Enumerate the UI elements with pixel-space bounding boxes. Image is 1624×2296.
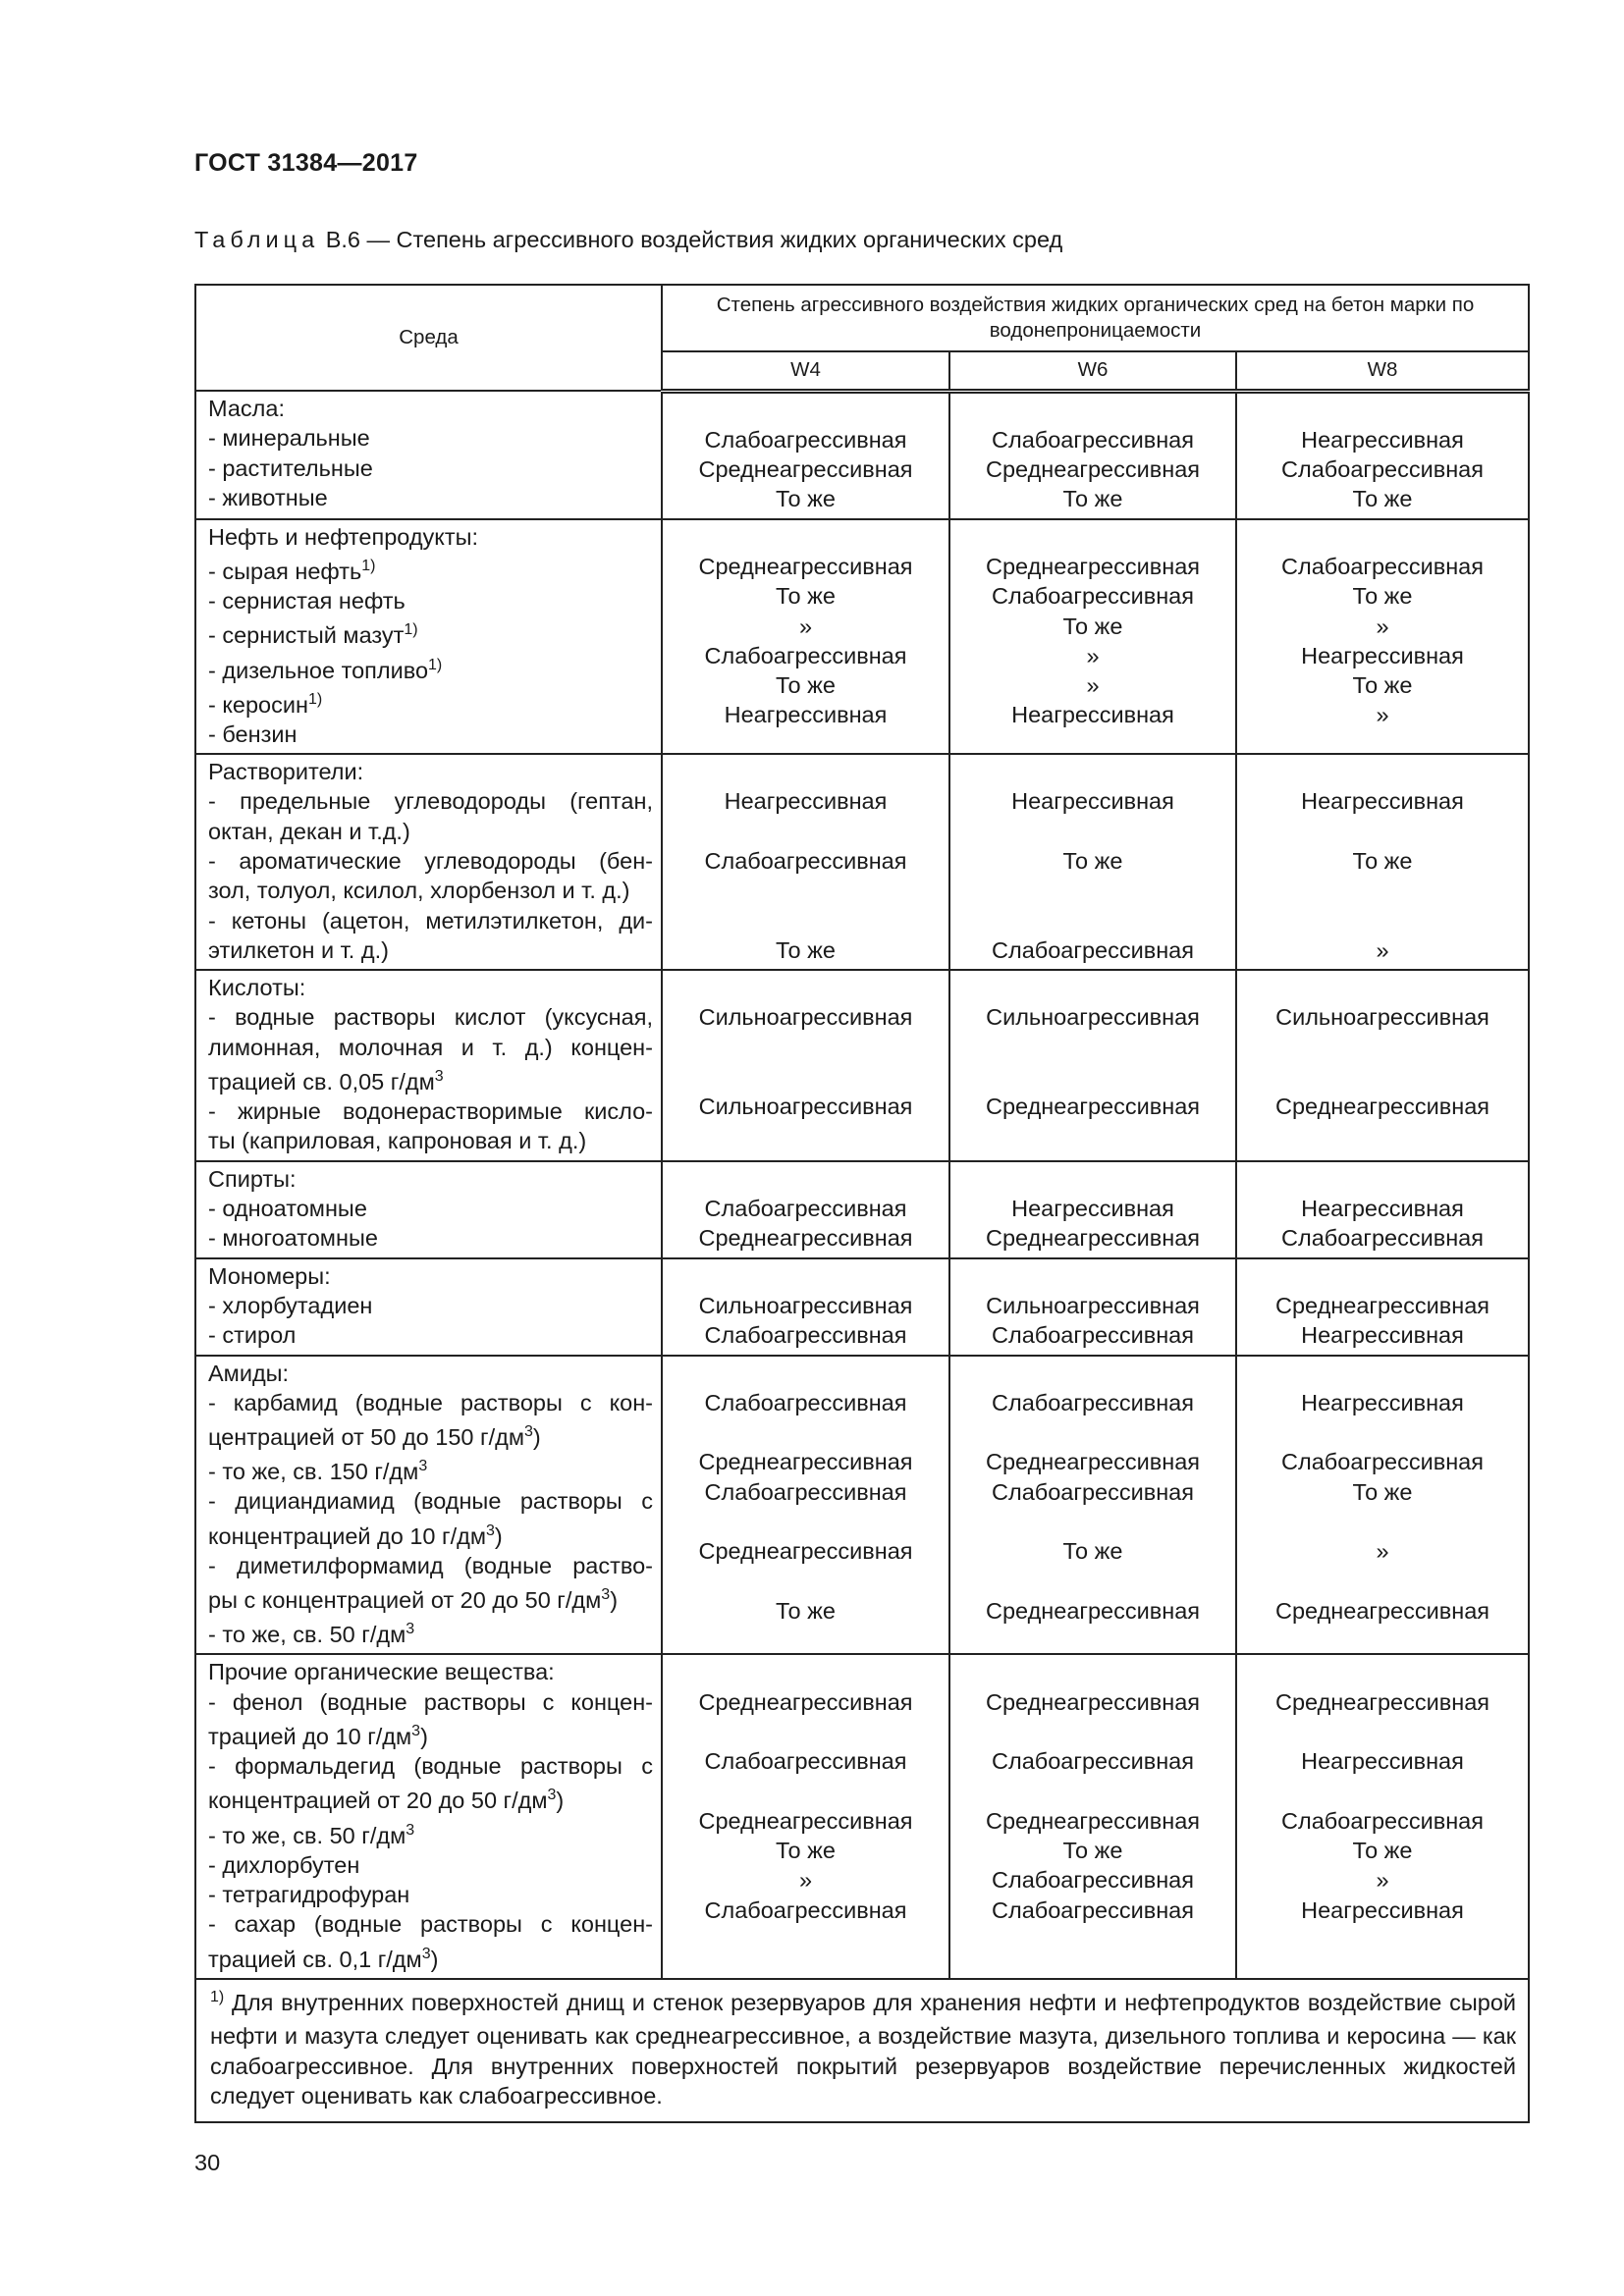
- group-row: [195, 1161, 1529, 1258]
- unit-exponent: 3: [421, 1945, 431, 1962]
- value-cell-w6: [949, 754, 1236, 970]
- value-cell-w4: [662, 970, 949, 1161]
- environment-line: - карбамид (водные растворы с кон-: [208, 1389, 653, 1415]
- spacer-line: [954, 1122, 1231, 1151]
- environment-line: - сернистый мазут$^{1)}$: [208, 621, 418, 649]
- aggressiveness-value: То же: [1352, 583, 1413, 610]
- spacer-line: [1241, 1777, 1524, 1806]
- environment-cell: [195, 1654, 662, 1978]
- value-cell-w8: [1236, 754, 1529, 970]
- table-body: [195, 391, 1529, 1979]
- environment-line: - хлорбутадиен: [208, 1292, 373, 1318]
- aggressiveness-value: Слабоагрессивная: [704, 1478, 907, 1505]
- aggressiveness-value: Среднеагрессивная: [698, 1449, 913, 1475]
- spacer-line: [1241, 1359, 1524, 1388]
- document-code: ГОСТ 31384—2017: [194, 149, 418, 177]
- aggressiveness-value: То же: [1062, 1838, 1123, 1864]
- spacer-line: [954, 522, 1231, 552]
- environment-line: - растительные: [208, 454, 373, 481]
- group-name: Амиды:: [208, 1360, 290, 1386]
- table-footnote: [195, 1979, 1529, 2122]
- environment-cell: [195, 754, 662, 970]
- spacer-line: [954, 1033, 1231, 1062]
- header-w8: W8: [1236, 351, 1529, 391]
- environment-line: концентрацией до 10 $г/дм^3$): [208, 1522, 503, 1549]
- value-cell-w4: [662, 1654, 949, 1978]
- spacer-line: [954, 1777, 1231, 1806]
- spacer-line: [1241, 1261, 1524, 1291]
- value-cell-w6: [949, 1161, 1236, 1258]
- aggressiveness-value: »: [1376, 702, 1389, 728]
- unit-exponent: 3: [406, 1821, 415, 1839]
- spacer-line: [1241, 1062, 1524, 1092]
- spacer-line: [667, 906, 945, 935]
- aggressiveness-value: Среднеагрессивная: [698, 553, 913, 579]
- unit-exponent: 3: [411, 1722, 421, 1739]
- aggressiveness-value: Слабоагрессивная: [1281, 1807, 1484, 1834]
- aggressiveness-value: Неагрессивная: [1301, 1389, 1464, 1415]
- spacer-line: [667, 817, 945, 846]
- environment-line: - бензин: [208, 721, 298, 747]
- spacer-line: [1241, 1925, 1524, 1954]
- environment-line: трацией св. 0,05 $г/дм^3$: [208, 1068, 444, 1095]
- aggressiveness-value: Слабоагрессивная: [704, 1322, 907, 1349]
- aggressiveness-value: Слабоагрессивная: [704, 642, 907, 668]
- spacer-line: [667, 522, 945, 552]
- aggressiveness-value: Сильноагрессивная: [698, 1292, 913, 1318]
- environment-line: - водные растворы кислот (уксусная,: [208, 1004, 653, 1031]
- spacer-line: [1241, 1033, 1524, 1062]
- spacer-line: [667, 1507, 945, 1536]
- unit-exponent: 3: [486, 1522, 495, 1539]
- group-name: Кислоты:: [208, 975, 306, 1001]
- aggressiveness-value: Слабоагрессивная: [704, 847, 907, 874]
- group-name: Мономеры:: [208, 1262, 331, 1289]
- page-number: 30: [194, 2150, 221, 2175]
- footnote-marker: 1): [307, 690, 323, 708]
- aggressiveness-value: »: [1086, 672, 1100, 699]
- aggressiveness-value: Среднеагрессивная: [985, 1807, 1201, 1834]
- aggressiveness-value: То же: [1352, 1478, 1413, 1505]
- aggressiveness-value: Среднеагрессивная: [985, 1449, 1201, 1475]
- aggressiveness-value: Среднеагрессивная: [698, 1807, 913, 1834]
- spacer-line: [667, 1925, 945, 1954]
- aggressiveness-value: Сильноагрессивная: [986, 1004, 1200, 1031]
- environment-cell: [195, 1258, 662, 1356]
- aggressiveness-value: Среднеагрессивная: [1274, 1597, 1490, 1624]
- caption-text: — Степень агрессивного воздействия жидких органических сред: [366, 227, 1063, 252]
- environment-line: этилкетон и т. д.): [208, 936, 389, 963]
- spacer-line: [667, 1417, 945, 1447]
- environment-line: ры с концентрацией от 20 до 50 $г/дм^3$): [208, 1586, 619, 1613]
- environment-line: - диметилформамид (водные раство-: [208, 1552, 653, 1578]
- spacer-line: [1241, 1122, 1524, 1151]
- value-cell-w4: [662, 1356, 949, 1655]
- aggressiveness-value: Слабоагрессивная: [992, 1478, 1194, 1505]
- aggressiveness-value: Слабоагрессивная: [992, 1322, 1194, 1349]
- environment-line: - тетрагидрофуран: [208, 1881, 410, 1907]
- spacer-line: [667, 1717, 945, 1746]
- aggressiveness-table-container: [194, 284, 1528, 2123]
- aggressiveness-value: Сильноагрессивная: [698, 1094, 913, 1120]
- aggressiveness-value: Неагрессивная: [1301, 642, 1464, 668]
- group-row: [195, 754, 1529, 970]
- unit-exponent: 3: [418, 1458, 428, 1475]
- spacer-line: [1241, 1507, 1524, 1536]
- group-name: Масла:: [208, 396, 285, 421]
- aggressiveness-value: Слабоагрессивная: [992, 1748, 1194, 1775]
- spacer-line: [954, 1507, 1231, 1536]
- aggressiveness-value: Слабоагрессивная: [1281, 456, 1484, 483]
- aggressiveness-value: Сильноагрессивная: [1275, 1004, 1489, 1031]
- aggressiveness-value: Среднеагрессивная: [985, 456, 1201, 483]
- aggressiveness-value: Среднеагрессивная: [985, 1597, 1201, 1624]
- environment-line: - то же, св. 50 $г/дм^3$: [208, 1621, 415, 1648]
- spacer-line: [954, 396, 1231, 425]
- spacer-line: [667, 1261, 945, 1291]
- aggressiveness-value: То же: [776, 583, 836, 610]
- environment-line: ты (каприловая, капроновая и т. д.): [208, 1128, 587, 1154]
- spacer-line: [954, 1164, 1231, 1194]
- spacer-line: [1241, 876, 1524, 905]
- footnote-marker: 1): [404, 621, 418, 639]
- environment-line: октан, декан и т.д.): [208, 818, 410, 844]
- aggressiveness-value: Слабоагрессивная: [704, 1389, 907, 1415]
- aggressiveness-value: Слабоагрессивная: [1281, 1449, 1484, 1475]
- aggressiveness-value: Неагрессивная: [1301, 1896, 1464, 1923]
- value-cell-w8: [1236, 1654, 1529, 1978]
- group-row: [195, 1258, 1529, 1356]
- footnote-marker: 1): [361, 557, 376, 574]
- aggressiveness-value: Слабоагрессивная: [704, 1196, 907, 1222]
- aggressiveness-value: То же: [1352, 486, 1413, 512]
- caption-label: Таблица: [194, 227, 320, 252]
- value-cell-w6: [949, 1654, 1236, 1978]
- spacer-line: [1241, 906, 1524, 935]
- aggressiveness-value: То же: [1062, 1538, 1123, 1565]
- aggressiveness-value: Среднеагрессивная: [985, 1688, 1201, 1715]
- value-cell-w8: [1236, 1356, 1529, 1655]
- spacer-line: [954, 1567, 1231, 1596]
- spacer-line: [1241, 757, 1524, 786]
- group-name: Нефть и нефтепродукты:: [208, 523, 479, 550]
- aggressiveness-value: Среднеагрессивная: [985, 553, 1201, 579]
- spacer-line: [667, 1062, 945, 1092]
- spacer-line: [1241, 973, 1524, 1002]
- environment-cell: [195, 391, 662, 519]
- group-row: [195, 1654, 1529, 1978]
- aggressiveness-value: Неагрессивная: [1301, 1196, 1464, 1222]
- value-cell-w8: [1236, 1258, 1529, 1356]
- unit-exponent: 3: [547, 1787, 557, 1804]
- environment-line: - формальдегид (водные растворы с: [208, 1753, 653, 1780]
- spacer-line: [1241, 1657, 1524, 1686]
- spacer-line: [954, 1261, 1231, 1291]
- environment-line: - дизельное топливо$^{1)}$: [208, 656, 443, 683]
- group-row: [195, 391, 1529, 519]
- unit-exponent: 3: [601, 1586, 611, 1604]
- spacer-line: [667, 1164, 945, 1194]
- environment-cell: [195, 970, 662, 1161]
- header-w4: W4: [662, 351, 949, 391]
- aggressiveness-value: Слабоагрессивная: [1281, 553, 1484, 579]
- aggressiveness-value: Слабоагрессивная: [992, 1867, 1194, 1894]
- spacer-line: [954, 973, 1231, 1002]
- aggressiveness-value: »: [1376, 1538, 1389, 1565]
- aggressiveness-value: Неагрессивная: [1011, 1196, 1174, 1222]
- spacer-line: [1241, 396, 1524, 425]
- spacer-line: [954, 1657, 1231, 1686]
- value-cell-w8: [1236, 391, 1529, 519]
- aggressiveness-value: Слабоагрессивная: [992, 1389, 1194, 1415]
- aggressiveness-value: То же: [1062, 486, 1123, 512]
- aggressiveness-value: Неагрессивная: [724, 702, 888, 728]
- table-caption: [194, 227, 1062, 253]
- environment-cell: [195, 1161, 662, 1258]
- environment-line: - кетоны (ацетон, метилэтилкетон, ди-: [208, 907, 653, 934]
- value-cell-w4: [662, 754, 949, 970]
- environment-cell: [195, 519, 662, 754]
- aggressiveness-value: Среднеагрессивная: [1274, 1688, 1490, 1715]
- footnote-marker: 1): [428, 656, 443, 673]
- spacer-line: [667, 1122, 945, 1151]
- environment-line: - сернистая нефть: [208, 588, 406, 614]
- aggressiveness-value: То же: [1352, 847, 1413, 874]
- value-cell-w6: [949, 970, 1236, 1161]
- value-cell-w8: [1236, 970, 1529, 1161]
- aggressiveness-value: Слабоагрессивная: [704, 1896, 907, 1923]
- spacer-line: [954, 817, 1231, 846]
- aggressiveness-value: Неагрессивная: [1301, 426, 1464, 453]
- spacer-line: [954, 1925, 1231, 1954]
- aggressiveness-value: Слабоагрессивная: [992, 583, 1194, 610]
- spacer-line: [954, 1717, 1231, 1746]
- environment-line: трацией до 10 $г/дм^3$): [208, 1722, 428, 1749]
- aggressiveness-value: То же: [776, 672, 836, 699]
- spacer-line: [954, 876, 1231, 905]
- unit-exponent: 3: [434, 1068, 444, 1086]
- spacer-line: [667, 1567, 945, 1596]
- value-cell-w8: [1236, 519, 1529, 754]
- aggressiveness-value: Слабоагрессивная: [992, 426, 1194, 453]
- group-row: [195, 519, 1529, 754]
- caption-number: В.6: [325, 227, 360, 252]
- header-environment: Среда: [195, 285, 662, 391]
- environment-line: - керосин$^{1)}$: [208, 690, 323, 718]
- aggressiveness-value: Слабоагрессивная: [992, 936, 1194, 963]
- value-cell-w4: [662, 391, 949, 519]
- environment-line: - сырая нефть$^{1)}$: [208, 557, 376, 584]
- aggressiveness-value: Слабоагрессивная: [704, 1748, 907, 1775]
- spacer-line: [1241, 817, 1524, 846]
- aggressiveness-value: »: [1086, 642, 1100, 668]
- aggressiveness-value: Сильноагрессивная: [698, 1004, 913, 1031]
- header-aggressiveness-group: Степень агрессивного воздействия жидких органических сред на бетон марки по водонепроницаемости: [662, 285, 1529, 351]
- spacer-line: [954, 1062, 1231, 1092]
- aggressiveness-value: »: [1376, 613, 1389, 639]
- aggressiveness-value: То же: [1062, 847, 1123, 874]
- value-cell-w4: [662, 1258, 949, 1356]
- group-row: [195, 1356, 1529, 1655]
- aggressiveness-value: Сильноагрессивная: [986, 1292, 1200, 1318]
- environment-line: - минеральные: [208, 425, 370, 452]
- environment-line: - одноатомные: [208, 1196, 367, 1222]
- aggressiveness-value: Неагрессивная: [1011, 702, 1174, 728]
- value-cell-w4: [662, 1161, 949, 1258]
- spacer-line: [667, 1657, 945, 1686]
- aggressiveness-value: Неагрессивная: [1301, 788, 1464, 815]
- spacer-line: [667, 1033, 945, 1062]
- aggressiveness-value: Слабоагрессивная: [704, 426, 907, 453]
- environment-line: концентрацией от 20 до 50 $г/дм^3$): [208, 1787, 565, 1814]
- group-name: Спирты:: [208, 1165, 297, 1192]
- spacer-line: [667, 1359, 945, 1388]
- aggressiveness-value: »: [1376, 1867, 1389, 1894]
- environment-line: центрацией от 50 до 150 $г/дм^3$): [208, 1423, 541, 1450]
- aggressiveness-value: »: [798, 1867, 813, 1894]
- environment-line: - жирные водонерастворимые кисло-: [208, 1098, 653, 1125]
- unit-exponent: 3: [524, 1423, 533, 1441]
- group-name: Растворители:: [208, 759, 364, 785]
- spacer-line: [1241, 522, 1524, 552]
- environment-cell: [195, 1356, 662, 1655]
- value-cell-w6: [949, 1356, 1236, 1655]
- environment-line: - дициандиамид (водные растворы с: [208, 1488, 653, 1515]
- spacer-line: [667, 757, 945, 786]
- group-name: Прочие органические вещества:: [208, 1659, 555, 1685]
- environment-line: - предельные углеводороды (гептан,: [208, 788, 653, 815]
- environment-line: - фенол (водные растворы с концен-: [208, 1688, 653, 1715]
- aggressiveness-value: То же: [1062, 613, 1123, 639]
- aggressiveness-value: Среднеагрессивная: [698, 456, 913, 483]
- aggressiveness-value: Слабоагрессивная: [992, 1896, 1194, 1923]
- spacer-line: [954, 906, 1231, 935]
- value-cell-w6: [949, 1258, 1236, 1356]
- aggressiveness-value: Слабоагрессивная: [1281, 1225, 1484, 1252]
- spacer-line: [1241, 1417, 1524, 1447]
- aggressiveness-value: То же: [776, 1597, 836, 1624]
- value-cell-w4: [662, 519, 949, 754]
- header-w6: W6: [949, 351, 1236, 391]
- spacer-line: [667, 1777, 945, 1806]
- aggressiveness-value: Среднеагрессивная: [698, 1225, 913, 1252]
- aggressiveness-table: [194, 284, 1530, 2123]
- spacer-line: [1241, 1164, 1524, 1194]
- aggressiveness-value: »: [798, 613, 813, 639]
- value-cell-w6: [949, 519, 1236, 754]
- environment-line: зол, толуол, ксилол, хлорбензол и т. д.): [208, 878, 630, 904]
- spacer-line: [954, 1417, 1231, 1447]
- group-row: [195, 970, 1529, 1161]
- aggressiveness-value: То же: [1352, 672, 1413, 699]
- value-cell-w6: [949, 391, 1236, 519]
- environment-line: - стирол: [208, 1322, 297, 1349]
- aggressiveness-value: Среднеагрессивная: [1274, 1094, 1490, 1120]
- environment-line: лимонная, молочная и т. д.) концен-: [208, 1034, 653, 1060]
- aggressiveness-value: Неагрессивная: [1301, 1322, 1464, 1349]
- aggressiveness-value: Среднеагрессивная: [698, 1538, 913, 1565]
- aggressiveness-value: Неагрессивная: [1011, 788, 1174, 815]
- aggressiveness-value: Среднеагрессивная: [985, 1094, 1201, 1120]
- aggressiveness-value: То же: [776, 486, 836, 512]
- aggressiveness-value: Среднеагрессивная: [1274, 1292, 1490, 1318]
- aggressiveness-value: То же: [1352, 1838, 1413, 1864]
- environment-line: - дихлорбутен: [208, 1851, 360, 1878]
- aggressiveness-value: То же: [776, 936, 836, 963]
- unit-exponent: 3: [406, 1621, 415, 1638]
- footnote-text: Для внутренних поверхностей днищ и стенок резервуаров для хранения нефти и нефтепродуктов воздействие сырой нефти и мазута следует оценивать как среднеагрессивное, а воздействие мазута, дизельного топлива и керосина — как слабоагрессивное. Для внутренних поверхностей покрытий резервуаров воздействие перечисленных жидкостей следует оценивать как слабоагрессивное.: [210, 1989, 1517, 2109]
- environment-line: - то же, св. 150 $г/дм^3$: [208, 1458, 428, 1485]
- spacer-line: [667, 973, 945, 1002]
- aggressiveness-value: То же: [776, 1838, 836, 1864]
- spacer-line: [954, 1359, 1231, 1388]
- footnote-marker: 1): [210, 1988, 225, 2005]
- environment-line: - сахар (водные растворы с концен-: [208, 1911, 653, 1938]
- environment-line: - многоатомные: [208, 1225, 378, 1252]
- spacer-line: [1241, 1567, 1524, 1596]
- value-cell-w8: [1236, 1161, 1529, 1258]
- aggressiveness-value: Среднеагрессивная: [985, 1225, 1201, 1252]
- environment-line: - животные: [208, 484, 328, 510]
- environment-line: - то же, св. 50 $г/дм^3$: [208, 1821, 415, 1848]
- spacer-line: [954, 757, 1231, 786]
- aggressiveness-value: Неагрессивная: [724, 788, 888, 815]
- environment-line: трацией св. 0,1 $г/дм^3$): [208, 1945, 439, 1972]
- spacer-line: [1241, 1717, 1524, 1746]
- aggressiveness-value: Неагрессивная: [1301, 1748, 1464, 1775]
- aggressiveness-value: Среднеагрессивная: [698, 1688, 913, 1715]
- aggressiveness-value: »: [1376, 936, 1389, 963]
- environment-line: - ароматические углеводороды (бен-: [208, 847, 653, 874]
- spacer-line: [667, 396, 945, 425]
- spacer-line: [667, 876, 945, 905]
